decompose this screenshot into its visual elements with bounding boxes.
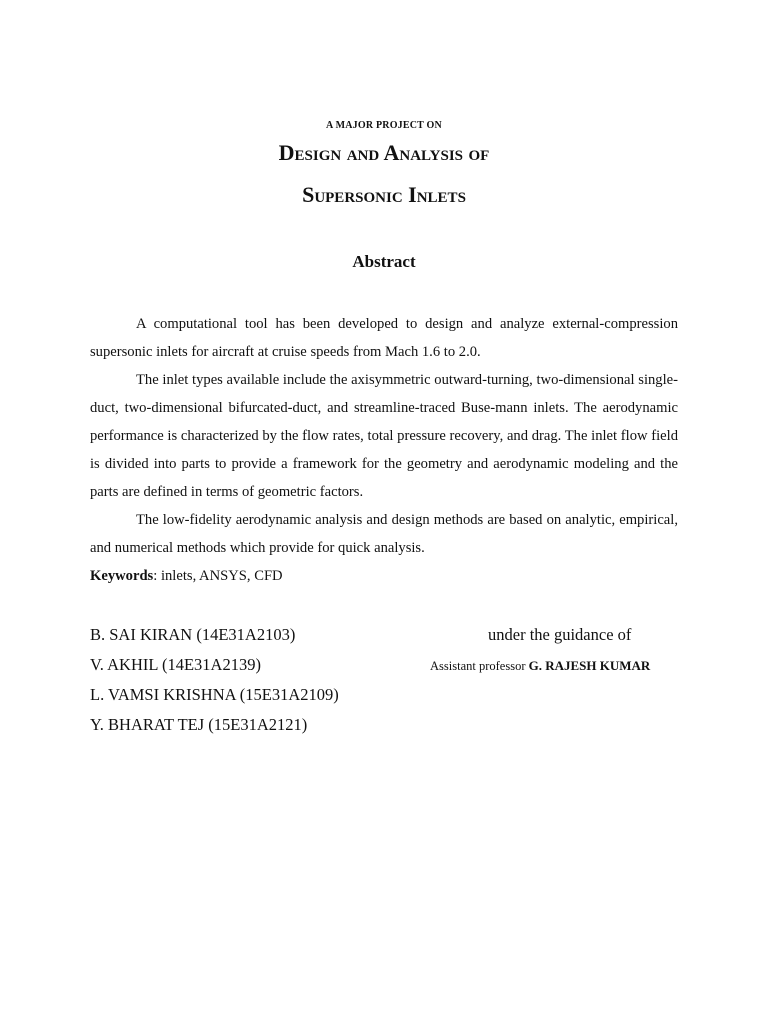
project-title-line-1: Design and Analysis of (278, 140, 490, 165)
project-title-line-2: Supersonic Inlets (302, 182, 466, 207)
team-member: V. AKHIL (14E31A2139) (90, 655, 261, 674)
guide-line (430, 652, 650, 680)
guidance-text: under the guidance of (488, 625, 632, 644)
abstract-paragraph-text: A computational tool has been developed to design and analyze external-compression supersonic inlets for aircraft at cruise speeds from Mach 1.6 to 2.0. (90, 316, 678, 360)
keywords-value: : inlets, ANSYS, CFD (153, 568, 283, 584)
guide-name: G. RAJESH KUMAR (528, 658, 651, 673)
abstract-paragraph-3 (90, 506, 678, 562)
project-preheading: A MAJOR PROJECT ON (326, 120, 442, 131)
abstract-paragraph-text: The low-fidelity aerodynamic analysis and design methods are based on analytic, empirical, and numerical methods which provide for quick analysis. (90, 512, 678, 556)
keywords-line (90, 562, 283, 590)
abstract-paragraph-2 (90, 366, 678, 506)
team-member: Y. BHARAT TEJ (15E31A2121) (90, 715, 308, 734)
team-member-list (90, 620, 339, 740)
abstract-paragraph-1 (90, 310, 678, 366)
team-member: L. VAMSI KRISHNA (15E31A2109) (90, 685, 339, 704)
abstract-heading: Abstract (352, 252, 416, 271)
guide-role: Assistant professor (430, 659, 529, 673)
team-member: B. SAI KIRAN (14E31A2103) (90, 625, 296, 644)
abstract-paragraph-text: The inlet types available include the axisymmetric outward-turning, two-dimensional single-duct, two-dimensional bifurcated-duct, and streamline-traced Buse-mann inlets. The aerodynamic performance is characterized by the flow rates, total pressure recovery, and drag. The inlet flow field is divided into parts to provide a framework for the geometry and aerodynamic modeling and the parts are defined in terms of geometric factors. (90, 372, 678, 500)
keywords-label: Keywords (90, 568, 154, 584)
